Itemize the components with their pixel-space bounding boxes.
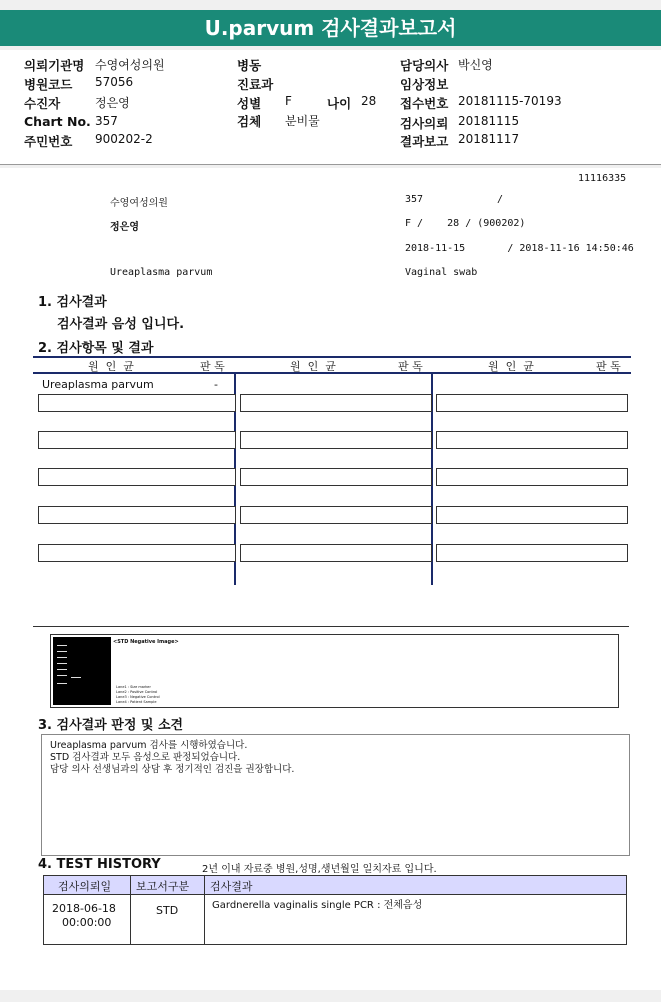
col-organism-2: 원 인 균 — [290, 360, 336, 373]
sheet-specimen: Vaginal swab — [405, 267, 478, 278]
code-value: 57056 — [95, 75, 134, 89]
history-col-result: 검사결과 — [210, 880, 253, 893]
receipt-label: 접수번호 — [400, 96, 449, 111]
result-cell — [240, 394, 432, 412]
history-row-result: Gardnerella vaginalis single PCR : 전체음성 — [212, 900, 423, 911]
opinion-line-1: Ureaplasma parvum 검사를 시행하였습니다. — [50, 740, 248, 751]
result-cell — [240, 506, 432, 524]
result-cell — [436, 544, 628, 562]
chart-value: 357 — [95, 114, 118, 128]
col-organism-3: 원 인 균 — [488, 360, 534, 373]
gel-band — [57, 657, 67, 658]
dept-label: 진료과 — [237, 77, 274, 92]
opinion-line-3: 담당 의사 선생님과의 상담 후 정기적인 검진을 권장합니다. — [50, 764, 295, 775]
col-judgement-2: 판 독 — [398, 360, 423, 373]
opinion-line-2: STD 검사결과 모두 음성으로 판정되었습니다. — [50, 752, 241, 763]
gel-band — [57, 683, 67, 684]
gel-legend-3: Lane3 : Negative Control — [116, 695, 160, 699]
opinion-box — [41, 734, 630, 856]
section-1-title: 1. 검사결과 — [38, 295, 107, 310]
sheet-chart: 357 — [405, 194, 424, 205]
result-cell — [240, 431, 432, 449]
age-value: 28 — [361, 94, 377, 108]
history-row-time: 00:00:00 — [62, 916, 112, 929]
gel-legend-4: Lane4 : Patient Sample — [116, 700, 157, 704]
result-cell — [436, 468, 628, 486]
history-header — [44, 876, 626, 895]
result-cell — [240, 544, 432, 562]
gel-caption: <STD Negative Image> — [113, 639, 179, 645]
col-judgement-3: 판 독 — [596, 360, 621, 373]
sheet-hospital: 수영여성의원 — [110, 198, 168, 209]
sheet-patient: 정은영 — [110, 222, 139, 233]
col-organism-1: 원 인 균 — [88, 360, 134, 373]
gel-legend-1: Lane1 : Size marker — [116, 685, 151, 689]
sheet-dates: 2018-11-15 / 2018-11-16 14:50:46 — [405, 243, 634, 254]
result-cell — [38, 544, 236, 562]
gel-band — [57, 663, 67, 664]
id-value: 900202-2 — [95, 132, 153, 146]
hospital-label: 의뢰기관명 — [24, 58, 85, 73]
gel-band — [57, 645, 67, 646]
patient-label: 수진자 — [24, 96, 61, 111]
sex-value: F — [285, 94, 292, 108]
section-divider — [33, 626, 629, 627]
result-cell — [38, 431, 236, 449]
chart-label: Chart No. — [24, 114, 91, 129]
history-note: 2년 이내 자료중 병원,성명,생년월일 일치자료 입니다. — [202, 864, 437, 875]
clinical-label: 임상정보 — [400, 77, 449, 92]
specimen-value: 분비물 — [285, 114, 320, 128]
section-3-title: 3. 검사결과 판정 및 소견 — [38, 718, 184, 733]
sex-label: 성별 — [237, 96, 262, 111]
report-label: 결과보고 — [400, 134, 449, 149]
history-col-date: 검사의뢰일 — [58, 880, 112, 893]
row1-result: - — [214, 378, 218, 391]
gel-band — [57, 651, 67, 652]
history-row-date: 2018-06-18 — [52, 902, 116, 915]
gel-band — [57, 675, 67, 676]
section-1-result: 검사결과 음성 입니다. — [57, 317, 185, 332]
doctor-value: 박신영 — [458, 58, 493, 72]
col-judgement-1: 판 독 — [200, 360, 225, 373]
report-title: U.parvum 검사결과보고서 — [0, 10, 661, 46]
gel-image — [50, 634, 619, 708]
result-cell — [240, 468, 432, 486]
result-cell — [436, 506, 628, 524]
ward-label: 병동 — [237, 58, 262, 73]
section-2-title: 2. 검사항목 및 결과 — [38, 341, 154, 356]
receipt-value: 20181115-70193 — [458, 94, 562, 108]
sheet-organism: Ureaplasma parvum — [110, 267, 213, 278]
result-cell — [38, 394, 236, 412]
gel-legend-2: Lane2 : Positive Control — [116, 690, 158, 694]
code-label: 병원코드 — [24, 77, 73, 92]
gel-band — [57, 669, 67, 670]
result-cell — [436, 394, 628, 412]
patient-value: 정은영 — [95, 96, 130, 110]
request-label: 검사의뢰 — [400, 116, 449, 131]
history-divider — [130, 876, 131, 944]
history-divider — [204, 876, 205, 944]
id-label: 주민번호 — [24, 134, 73, 149]
header-info — [0, 50, 661, 165]
result-cell — [38, 506, 236, 524]
report-value: 20181117 — [458, 132, 520, 146]
history-row-type: STD — [156, 904, 179, 917]
sheet-slash: / — [497, 194, 504, 205]
age-label: 나이 — [327, 96, 352, 111]
sheet-number: 11116335 — [578, 173, 627, 184]
sheet-sex-age: F / 28 / (900202) — [405, 218, 526, 229]
history-col-type: 보고서구분 — [136, 880, 190, 893]
request-value: 20181115 — [458, 114, 520, 128]
row1-organism: Ureaplasma parvum — [42, 378, 154, 391]
history-table — [43, 875, 627, 945]
gel-photo — [53, 637, 111, 705]
result-cell — [38, 468, 236, 486]
section-4-title: 4. TEST HISTORY — [38, 857, 161, 872]
result-cell — [436, 431, 628, 449]
gel-band — [71, 677, 81, 678]
hospital-value: 수영여성의원 — [95, 58, 165, 72]
specimen-label: 검체 — [237, 114, 262, 129]
doctor-label: 담당의사 — [400, 58, 449, 73]
